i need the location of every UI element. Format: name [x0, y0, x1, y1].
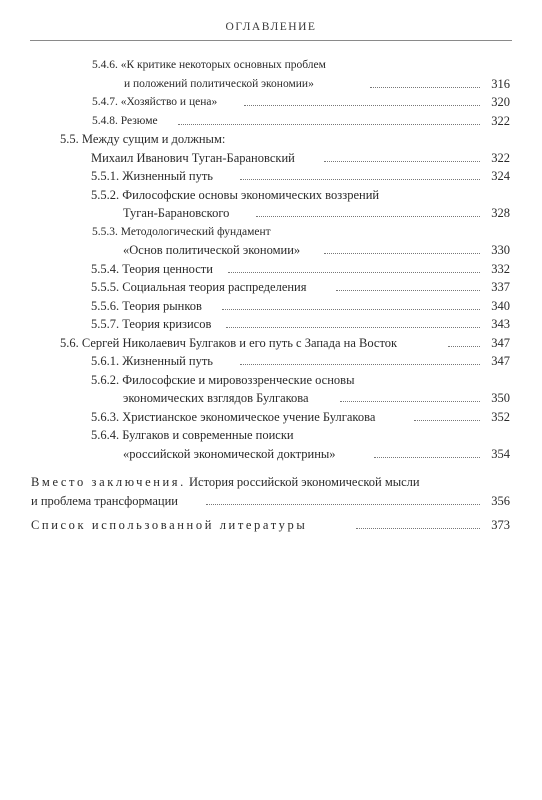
toc-entry-title: 5.5.7. Теория кризисов	[91, 317, 212, 331]
toc-entry-title: 5.6. Сергей Николаевич Булгаков и его путь с Запада на Восток	[60, 335, 398, 350]
toc-entry-5-4-6-cont[interactable]	[0, 75, 542, 94]
toc-entry-title: 5.5.1. Жизненный путь	[91, 169, 214, 183]
toc-entry-5-6-2-cont[interactable]	[0, 389, 542, 408]
dot-leader	[240, 167, 480, 180]
toc-page-number: 340	[491, 298, 510, 313]
toc-page-number: 373	[491, 518, 510, 532]
toc-entry-title: 5.6.4. Булгаков и современные поиски	[91, 428, 294, 442]
toc-entry-5-5-2[interactable]	[0, 186, 542, 205]
toc-page-number: 316	[491, 76, 510, 91]
dot-leader	[244, 93, 480, 106]
toc-entry-title: «российской экономической доктрины»	[123, 446, 336, 461]
toc-entry-5-5-5[interactable]	[0, 278, 542, 297]
toc-entry-5-6-4[interactable]	[0, 426, 542, 445]
page-header: ОГЛАВЛЕНИЕ	[225, 21, 317, 33]
toc-entry-5-5-2-cont[interactable]	[0, 204, 542, 223]
toc-page-number: 324	[491, 169, 510, 183]
toc-page-number: 347	[491, 354, 510, 368]
dot-leader	[324, 149, 480, 162]
conclusion-lead: Вместо заключения.	[31, 475, 186, 489]
toc-entry-title: и проблема трансформации	[31, 493, 178, 508]
toc-entry-title: 5.5.6. Теория рынков	[91, 298, 202, 313]
toc-entry-title: Михаил Иванович Туган-Барановский	[91, 150, 295, 165]
conclusion-title: История российской экономической мысли	[189, 475, 420, 489]
toc-entry-5-5-6[interactable]	[0, 297, 542, 316]
dot-leader	[206, 492, 480, 505]
toc-entry-conclusion[interactable]	[0, 473, 542, 492]
toc-entry-title: 5.6.3. Христианское экономическое учение Булгакова	[91, 409, 376, 424]
toc-page-number: 332	[491, 261, 510, 276]
toc-page-number: 322	[491, 113, 510, 128]
toc-entry-title: 5.6.2. Философские и мировоззренческие основы	[91, 372, 355, 387]
toc-entry-title: «Основ политической экономии»	[123, 243, 301, 257]
toc-entry-title: 5.5. Между сущим и должным:	[60, 132, 226, 146]
dot-leader	[226, 315, 480, 328]
section-gap	[0, 463, 542, 473]
toc-entry-title: Список использованной литературы	[31, 518, 308, 532]
toc-entry-5-4-6[interactable]	[0, 56, 542, 75]
toc-entry-title: 5.4.7. «Хозяйство и цена»	[92, 96, 218, 108]
dot-leader	[370, 75, 480, 88]
dot-leader	[222, 297, 480, 310]
toc-entry-title: 5.4.6. «К критике некоторых основных проблем	[92, 59, 326, 71]
toc-entry-5-6-4-cont[interactable]	[0, 445, 542, 464]
toc-entry-title: 5.5.4. Теория ценности	[91, 261, 213, 276]
toc-page-number: 330	[491, 243, 510, 257]
toc-page-number: 350	[491, 391, 510, 405]
dot-leader	[356, 516, 480, 529]
toc-page-number: 337	[491, 280, 510, 294]
dot-leader	[340, 389, 480, 402]
toc-entry-5-6-2[interactable]	[0, 371, 542, 390]
toc-entry-5-5-3-cont[interactable]	[0, 241, 542, 260]
toc-entry-5-4-7[interactable]	[0, 93, 542, 112]
toc-entry-5-5-cont[interactable]	[0, 149, 542, 168]
toc-entry-title: 5.5.5. Социальная теория распределения	[91, 280, 307, 294]
dot-leader	[228, 260, 480, 273]
toc-entry-title: и положений политической экономии»	[124, 77, 314, 90]
dot-leader	[256, 204, 480, 217]
toc-entry-5-5-1[interactable]	[0, 167, 542, 186]
toc-entry-title: экономических взглядов Булгакова	[123, 391, 309, 405]
toc-entry-title: 5.4.8. Резюме	[92, 114, 158, 127]
toc-entry-5-5-4[interactable]	[0, 260, 542, 279]
toc-entry-title: Туган-Барановского	[123, 206, 230, 220]
toc-page-number: 347	[491, 335, 510, 350]
toc-entry-title: 5.5.2. Философские основы экономических воззрений	[91, 187, 380, 202]
dot-leader	[178, 112, 480, 125]
dot-leader	[324, 241, 480, 254]
toc-entry-conclusion-cont[interactable]	[0, 492, 542, 511]
toc-entry-references[interactable]	[0, 516, 542, 535]
dot-leader	[448, 334, 480, 347]
toc-entry-5-5[interactable]	[0, 130, 542, 149]
toc-page-number: 328	[491, 206, 510, 220]
toc-page-number: 322	[491, 150, 510, 165]
toc-page-number: 320	[491, 95, 510, 109]
dot-leader	[240, 352, 480, 365]
toc-entry-5-6[interactable]	[0, 334, 542, 353]
header-rule	[30, 40, 512, 41]
toc-entry-5-4-8[interactable]	[0, 112, 542, 131]
toc-page-number: 354	[491, 446, 510, 461]
dot-leader	[414, 408, 480, 421]
toc-entry-title: 5.5.3. Методологический фундамент	[92, 225, 271, 238]
toc-entry-title: 5.6.1. Жизненный путь	[91, 354, 214, 368]
toc-page-number: 343	[491, 317, 510, 331]
toc-entry-5-5-3[interactable]	[0, 223, 542, 242]
toc-page-number: 352	[491, 409, 510, 424]
dot-leader	[336, 278, 480, 291]
toc-entry-5-5-7[interactable]	[0, 315, 542, 334]
toc-entry-5-6-3[interactable]	[0, 408, 542, 427]
dot-leader	[374, 445, 480, 458]
table-of-contents	[0, 56, 542, 535]
toc-entry-5-6-1[interactable]	[0, 352, 542, 371]
toc-page-number: 356	[491, 493, 510, 508]
toc-entry-title	[31, 473, 420, 492]
